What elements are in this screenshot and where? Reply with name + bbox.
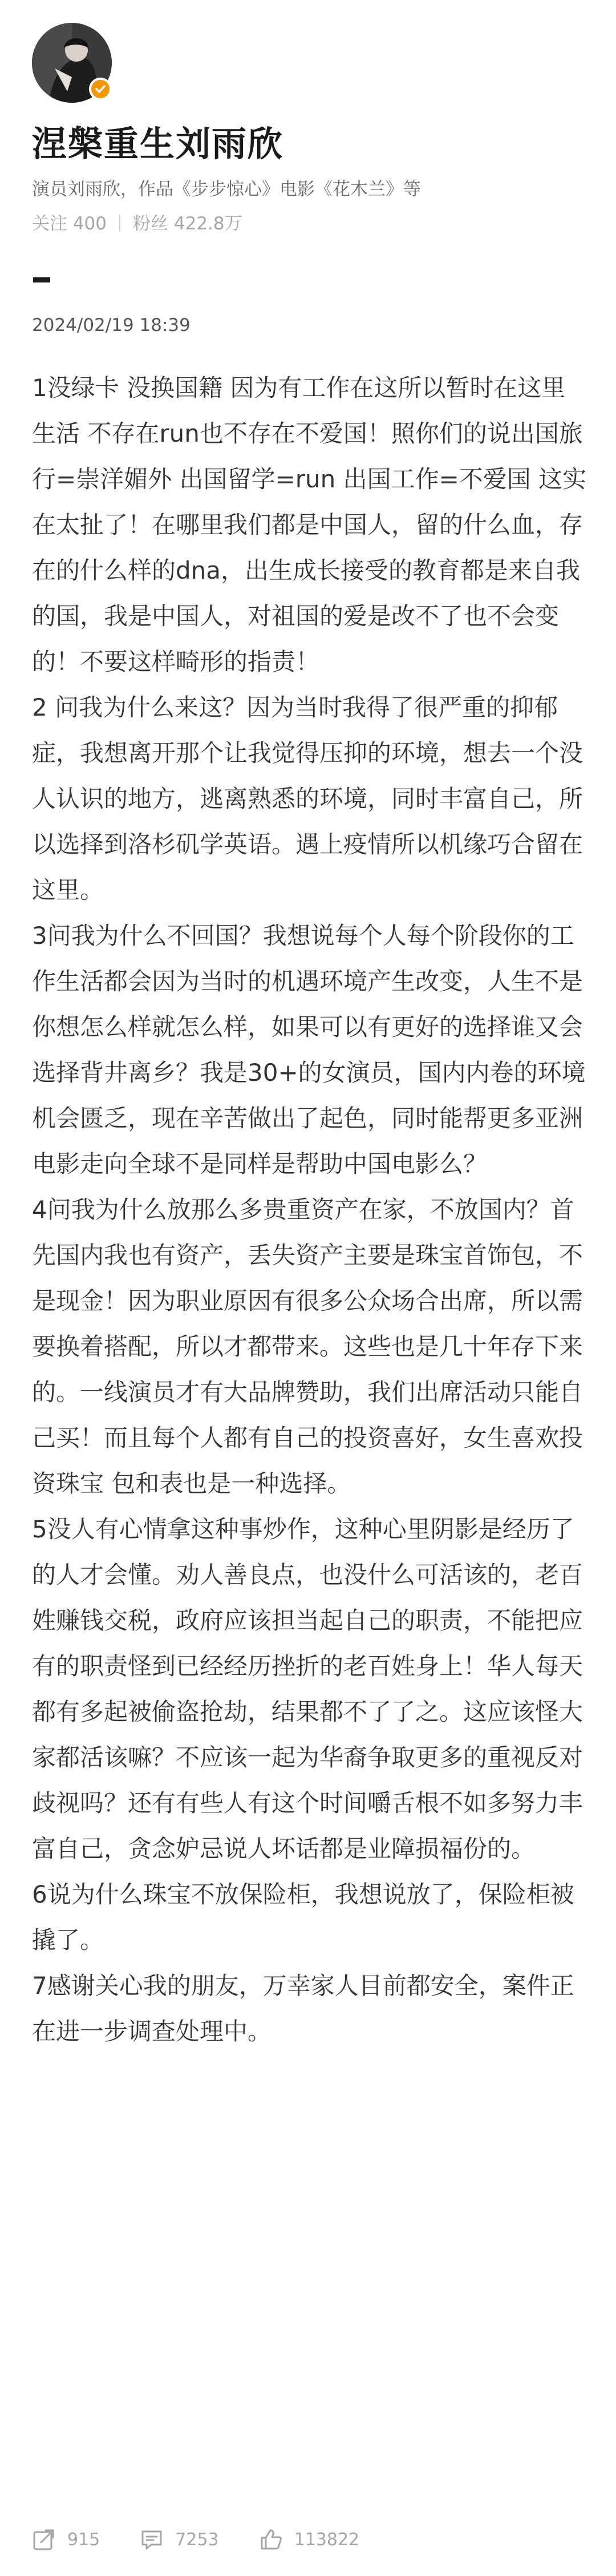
profile-stats — [32, 211, 584, 236]
post-paragraph: 2 问我为什么来这？因为当时我得了很严重的抑郁症，我想离开那个让我觉得压抑的环境，想去一个没人认识的地方，逃离熟悉的环境，同时丰富自己，所以选择到洛杉矶学英语。遇上疫情所以机缘巧合留在这里。 — [32, 693, 583, 904]
share-icon — [32, 2527, 56, 2551]
comment-button[interactable] — [140, 2527, 218, 2551]
post-paragraph: 1没绿卡 没换国籍 因为有工作在这所以暂时在这里生活 不存在run也不存在不爱国！照你们的说出国旅行=崇洋媚外 出国留学=run 出国工作=不爱国 这实在太扯了！在哪里我们都是中国人，留的什么血，存在的什么样的dna，出生成长接受的教育都是来自我的国，我是中国人，对祖国的爱是改不了也不会变的！不要这样畸形的指责！ — [32, 374, 587, 676]
section-divider — [33, 277, 50, 282]
like-button[interactable] — [259, 2527, 360, 2551]
profile-header — [32, 23, 584, 236]
stats-divider — [119, 215, 120, 232]
comment-icon — [140, 2527, 164, 2551]
comment-count: 7253 — [175, 2529, 219, 2550]
following-count: 400 — [72, 213, 107, 234]
profile-name[interactable]: 涅槃重生刘雨欣 — [32, 124, 284, 164]
post-paragraph: 5没人有心情拿这种事炒作，这种心里阴影是经历了的人才会懂。劝人善良点，也没什么可活该的，老百姓赚钱交税，政府应该担当起自己的职责，不能把应有的职责怪到已经经历挫折的老百姓身上！华人每天都有多起被偷盗抢劫，结果都不了了之。这应该怪大家都活该嘛？不应该一起为华裔争取更多的重视反对歧视吗？还有有些人有这个时间嚼舌根不如多努力丰富自己，贪念妒忌说人坏话都是业障损福份的。 — [32, 1515, 583, 1863]
post-date: 2024/02/19 18:39 — [32, 315, 191, 336]
verified-badge-icon — [89, 78, 112, 100]
thumbs-up-icon — [259, 2527, 283, 2551]
followers-stat[interactable] — [133, 213, 242, 234]
repost-button[interactable] — [32, 2527, 100, 2551]
post-paragraph: 4问我为什么放那么多贵重资产在家，不放国内？首先国内我也有资产，丢失资产主要是珠宝首饰包，不是现金！因为职业原因有很多公众场合出席，所以需要换着搭配，所以才都带来。这些也是几十年存下来的。一线演员才有大品牌赞助，我们出席活动只能自己买！而且每个人都有自己的投资喜好，女生喜欢投资珠宝 包和表也是一种选择。 — [32, 1196, 583, 1497]
profile-bio: 演员刘雨欣，作品《步步惊心》电影《花木兰》等 — [32, 179, 421, 200]
post-paragraph: 6说为什么珠宝不放保险柜，我想说放了，保险柜被撬了。 — [32, 1880, 574, 1954]
post-paragraph: 7感谢关心我的朋友，万幸家人目前都安全，案件正在进一步调查处理中。 — [32, 1972, 574, 2045]
following-label: 关注 — [32, 213, 67, 234]
like-count: 113822 — [294, 2529, 360, 2550]
avatar-wrap[interactable] — [32, 23, 112, 103]
post-content — [32, 365, 588, 2054]
followers-label: 粉丝 — [133, 213, 169, 234]
post-actions — [32, 2522, 584, 2557]
post-paragraph: 3问我为什么不回国？我想说每个人每个阶段你的工作生活都会因为当时的机遇环境产生改变，人生不是你想怎么样就怎么样，如果可以有更好的选择谁又会选择背井离乡？我是30+的女演员，国内内卷的环境机会匮乏，现在辛苦做出了起色，同时能帮更多亚洲电影走向全球不是同样是帮助中国电影么？ — [32, 922, 586, 1178]
followers-count: 422.8万 — [173, 213, 242, 234]
repost-count: 915 — [67, 2529, 100, 2550]
following-stat[interactable] — [32, 213, 107, 234]
